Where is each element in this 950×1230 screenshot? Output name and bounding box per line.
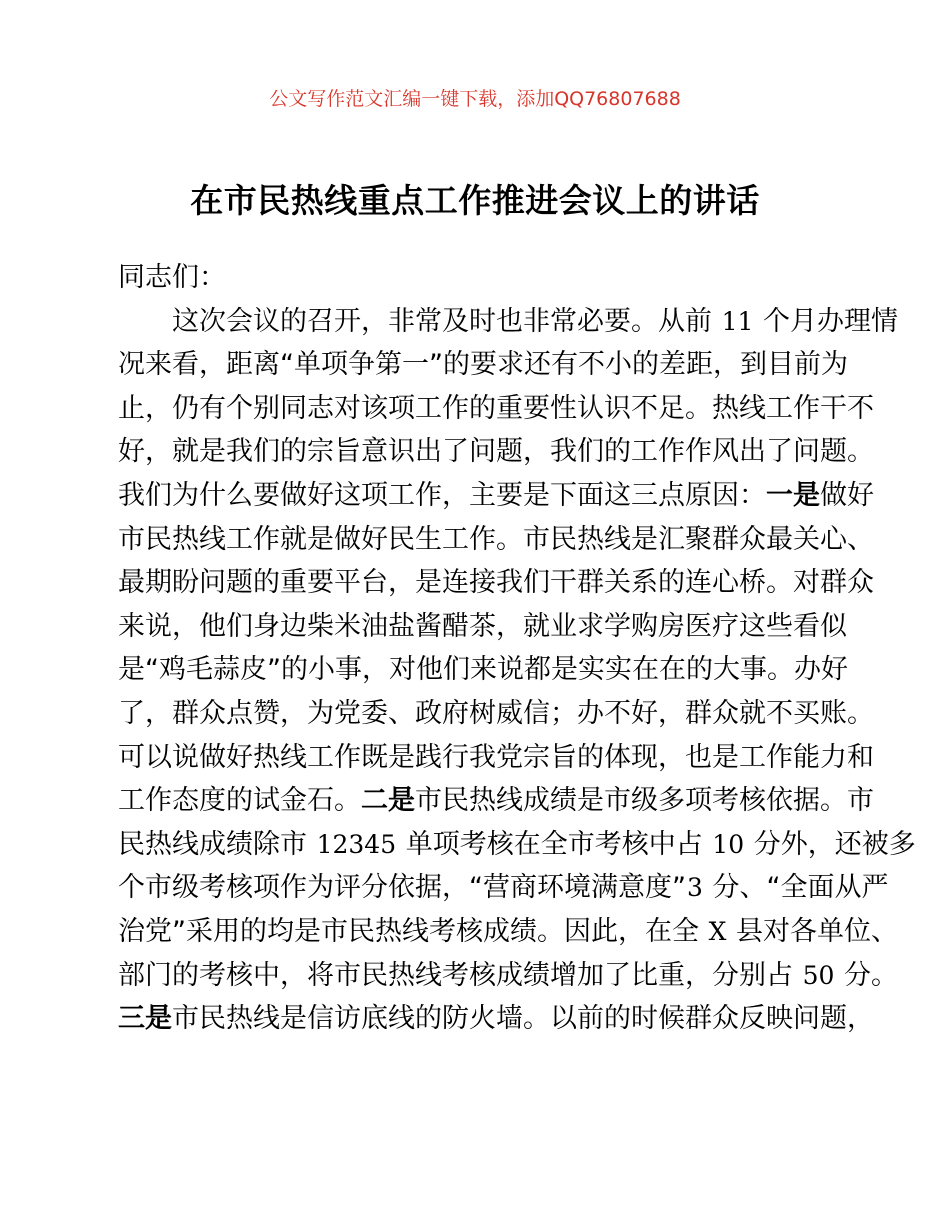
- text-run: 个市级考核项作为评分依据，“营商环境满意度”: [118, 872, 686, 904]
- body-line: [118, 823, 916, 867]
- text-run: 好，就是我们的宗旨意识出了问题，我们的工作作风出了问题。: [118, 436, 874, 468]
- body-line: [118, 387, 874, 431]
- body-line: [118, 997, 874, 1041]
- numeric-run: 3: [686, 873, 703, 903]
- body-line: [118, 605, 847, 649]
- numeric-run: 11: [721, 306, 754, 336]
- text-run: 来说，他们身边柴米油盐酱醋茶，就业求学购房医疗这些看似: [118, 610, 847, 642]
- body-line: [118, 736, 874, 780]
- body-line: [118, 692, 874, 736]
- body-line: [118, 474, 874, 518]
- text-run: 分。: [835, 959, 898, 991]
- text-run: 是“鸡毛蒜皮”的小事，对他们来说都是实实在在的大事。办好: [118, 654, 848, 686]
- body-line: [118, 300, 898, 344]
- text-run: 工作态度的试金石。: [118, 785, 361, 817]
- text-run: 了，群众点赞，为党委、政府树威信；办不好，群众就不买账。: [118, 697, 874, 729]
- text-run: 市民热线成绩是市级多项考核依据。市: [415, 785, 874, 817]
- text-run: 个月办理情: [754, 305, 898, 337]
- text-run: 最期盼问题的重要平台，是连接我们干群关系的连心桥。对群众: [118, 567, 874, 599]
- body-line: [118, 779, 874, 823]
- text-run: 分、“全面从严: [703, 872, 889, 904]
- body-line: [118, 648, 848, 692]
- text-run: 治党”采用的均是市民热线考核成绩。因此，在全: [118, 915, 708, 947]
- text-run: 做好: [820, 479, 874, 511]
- body-line: [118, 910, 898, 954]
- text-run: 我们为什么要做好这项工作，主要是下面这三点原因：: [118, 479, 766, 511]
- paragraph-lines: [118, 300, 916, 1041]
- body-line: [118, 343, 848, 387]
- document-body: [118, 256, 916, 1041]
- body-line: [118, 866, 889, 910]
- text-run: 县对各单位、: [727, 915, 898, 947]
- text-run: 单项考核在全市考核中占: [397, 828, 712, 860]
- promo-banner-text: 公文写作范文汇编一键下载，添加QQ76807688: [269, 88, 681, 110]
- text-run: 市民热线工作就是做好民生工作。市民热线是汇聚群众最关心、: [118, 523, 874, 555]
- body-line: [118, 430, 874, 474]
- text-run: 市民热线是信访底线的防火墙。以前的时候群众反映问题，: [172, 1003, 874, 1035]
- text-run: 这次会议的召开，非常及时也非常必要。从前: [118, 305, 721, 337]
- emphasis-run: 二是: [361, 785, 415, 817]
- text-run: 况来看，距离“单项争第一”的要求还有不小的差距，到目前为: [118, 349, 848, 381]
- numeric-run: X: [708, 916, 727, 946]
- body-line: [118, 518, 874, 562]
- emphasis-run: 一是: [766, 479, 820, 511]
- text-run: 民热线成绩除市: [118, 828, 316, 860]
- text-run: 可以说做好热线工作既是践行我党宗旨的体现，也是工作能力和: [118, 741, 874, 773]
- page-title: 在市民热线重点工作推进会议上的讲话: [190, 181, 760, 221]
- numeric-run: 50: [802, 960, 835, 990]
- text-run: 分外，还被多: [745, 828, 916, 860]
- body-line: [118, 561, 874, 605]
- text-run: 止，仍有个别同志对该项工作的重要性认识不足。热线工作干不: [118, 392, 874, 424]
- numeric-run: 10: [712, 829, 745, 859]
- body-line: [118, 954, 898, 998]
- numeric-run: 12345: [316, 829, 397, 859]
- salutation-line: 同志们：: [118, 262, 226, 293]
- emphasis-run: 三是: [118, 1003, 172, 1035]
- text-run: 部门的考核中，将市民热线考核成绩增加了比重，分别占: [118, 959, 802, 991]
